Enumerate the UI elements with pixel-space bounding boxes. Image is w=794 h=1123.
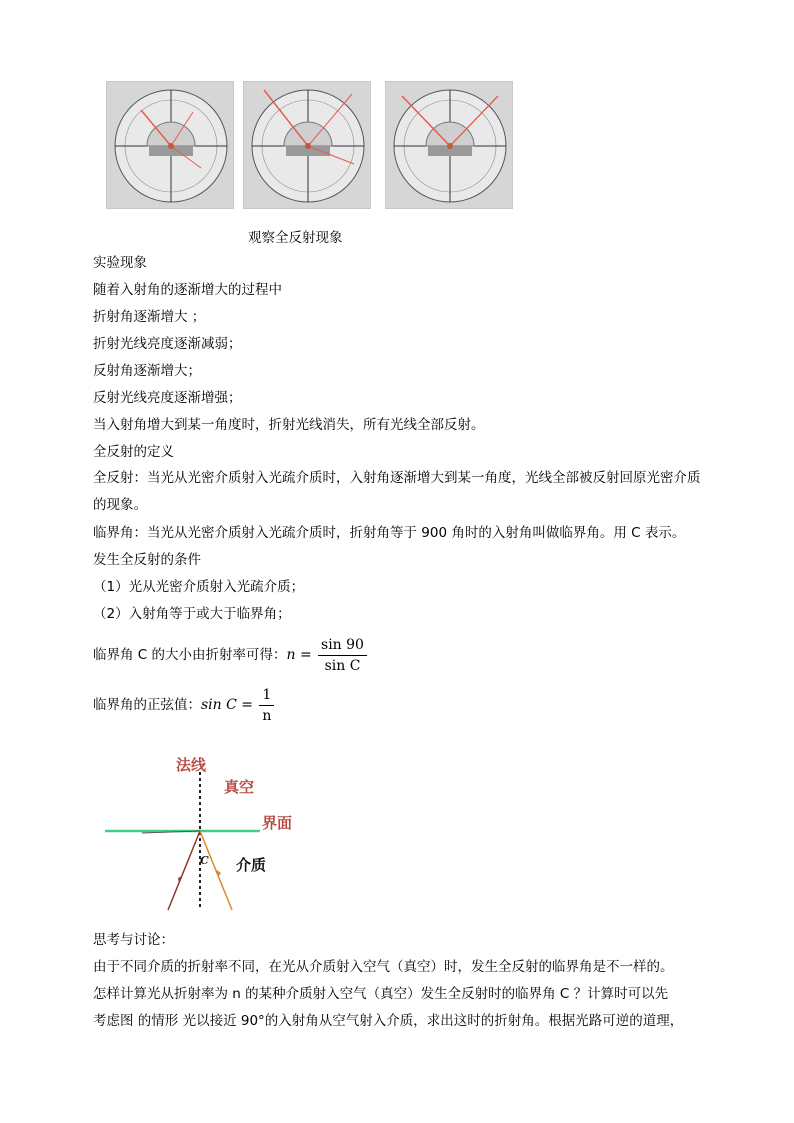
vacuum-label: 真空	[224, 778, 255, 796]
dial-photo-1	[106, 81, 234, 209]
paragraph-line: 折射角逐渐增大 ；	[93, 309, 206, 325]
paragraph-line: 反射光线亮度逐渐增强；	[93, 390, 242, 406]
normal-label: 法线	[176, 756, 207, 774]
equation-2-prefix: 临界角的正弦值：	[93, 697, 201, 713]
paragraph-line: 由于不同介质的折射率不同，在光从介质射入空气（真空）时，发生全反射的临界角是不一样的。	[93, 959, 674, 975]
heading-phenomenon: 实验现象	[93, 255, 147, 271]
refraction-diagram	[100, 750, 320, 915]
equation-line-2	[93, 684, 274, 726]
paragraph-line: 当入射角增大到某一角度时，折射光线消失，所有光线全部反射。	[93, 417, 485, 433]
equation-2-denominator: n	[262, 707, 272, 724]
equation-1-fraction	[318, 635, 367, 676]
interface-label: 界面	[262, 814, 293, 832]
equation-1-numerator: sin 90	[318, 635, 367, 656]
heading-discussion: 思考与讨论：	[93, 932, 174, 948]
equation-line-1	[93, 634, 367, 676]
reflected-ray	[200, 831, 232, 910]
incident-ray	[168, 831, 200, 910]
heading-definition: 全反射的定义	[93, 444, 174, 460]
equation-2-numerator: 1	[259, 685, 274, 706]
paragraph-line: 随着入射角的逐渐增大的过程中	[93, 282, 282, 298]
definition-total-reflection: 全反射：当光从光密介质射入光疏介质时，入射角逐渐增大到某一角度，光线全部被反射回原光密介质的现象。	[93, 470, 701, 513]
dial-photo-3	[385, 81, 513, 209]
dial-photo-2	[243, 81, 371, 209]
paragraph-line: 考虑图 的情形 光以接近 90°的入射角从空气射入介质，求出这时的折射角。根据光路可逆的道理，	[93, 1013, 684, 1029]
paragraph-line: 折射光线亮度逐渐减弱；	[93, 336, 242, 352]
equation-1-lhs: n =	[286, 647, 312, 663]
equation-2-fraction	[259, 685, 274, 726]
equation-2-lhs: sin C =	[201, 697, 254, 713]
definition-critical-angle: 临界角：当光从光密介质射入光疏介质时，折射角等于 900 角时的入射角叫做临界角。用 C 表示。	[93, 525, 686, 541]
figure-caption: 观察全反射现象	[248, 230, 343, 246]
equation-1-denominator: sin C	[324, 657, 361, 674]
condition-1: （1）光从光密介质射入光疏介质；	[93, 579, 305, 595]
paragraph-line: 怎样计算光从折射率为 n 的某种介质射入空气（真空）发生全反射时的临界角 C ？计算时可以先	[93, 986, 669, 1002]
heading-conditions: 发生全反射的条件	[93, 552, 201, 568]
equation-1-prefix: 临界角 C 的大小由折射率可得：	[93, 647, 287, 663]
condition-2: （2）入射角等于或大于临界角；	[93, 606, 291, 622]
paragraph-line: 反射角逐渐增大；	[93, 363, 201, 379]
medium-label: 介质	[236, 856, 267, 874]
angle-label: C	[200, 854, 209, 867]
